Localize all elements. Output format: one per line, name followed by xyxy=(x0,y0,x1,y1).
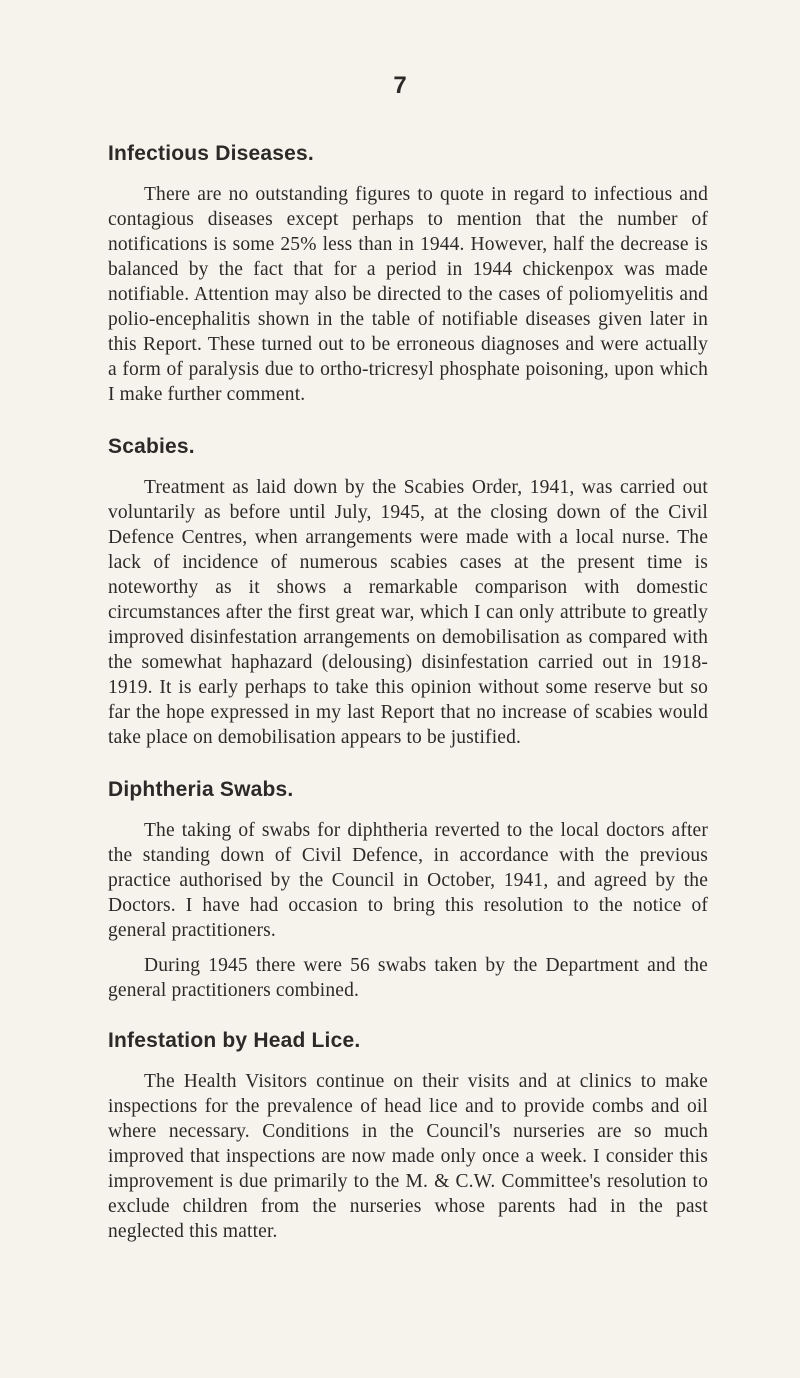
paragraph: The taking of swabs for diphtheria reverted to the local doctors after the standing down of Civil Defence, in accordance with the previous practice authorised by the Council in October, 1941, and agreed by the Doctors. I have had occasion to bring this resolution to the notice of general practitioners. xyxy=(108,820,708,941)
section-diphtheria-swabs xyxy=(108,776,708,1003)
paragraph: During 1945 there were 56 swabs taken by the Department and the general practitioners combined. xyxy=(108,955,708,1001)
section-infectious-diseases xyxy=(108,140,708,407)
paragraph: Treatment as laid down by the Scabies Order, 1941, was carried out voluntarily as before until July, 1945, at the closing down of the Civil Defence Centres, when arrangements were made with a local nurse. The lack of incidence of numerous scabies cases at the present time is noteworthy as it shows a remarkable comparison with domestic circumstances after the first great war, which I can only attribute to greatly improved disinfestation arrangements on demobilisation as compared with the somewhat haphazard (delousing) disinfestation carried out in 1918-1919. It is early perhaps to take this opinion without some reserve but so far the hope expressed in my last Report that no increase of scabies would take place on demobilisation appears to be justified. xyxy=(108,477,708,748)
document-body xyxy=(108,140,708,1254)
section-heading: Diphtheria Swabs. xyxy=(108,778,294,801)
paragraph: There are no outstanding figures to quote in regard to infectious and contagious diseases except perhaps to mention that the number of notifications is some 25% less than in 1944. However, half the decrease is balanced by the fact that for a period in 1944 chickenpox was made notifiable. Attention may also be directed to the cases of poliomyelitis and polio-encephalitis shown in the table of notifiable diseases given later in this Report. These turned out to be erroneous diagnoses and were actually a form of paralysis due to ortho-tricresyl phosphate poisoning, upon which I make further comment. xyxy=(108,184,708,405)
section-heading: Infectious Diseases. xyxy=(108,142,314,165)
section-heading: Infestation by Head Lice. xyxy=(108,1029,361,1052)
section-scabies xyxy=(108,433,708,750)
section-head-lice xyxy=(108,1027,708,1244)
page-number: 7 xyxy=(393,72,407,99)
paragraph: The Health Visitors continue on their visits and at clinics to make inspections for the prevalence of head lice and to provide combs and oil where necessary. Conditions in the Council's nurseries are so much improved that inspections are now made only once a week. I consider this improvement is due primarily to the M. & C.W. Committee's resolution to exclude children from the nurseries whose parents had in the past neglected this matter. xyxy=(108,1071,708,1242)
section-heading: Scabies. xyxy=(108,435,195,458)
